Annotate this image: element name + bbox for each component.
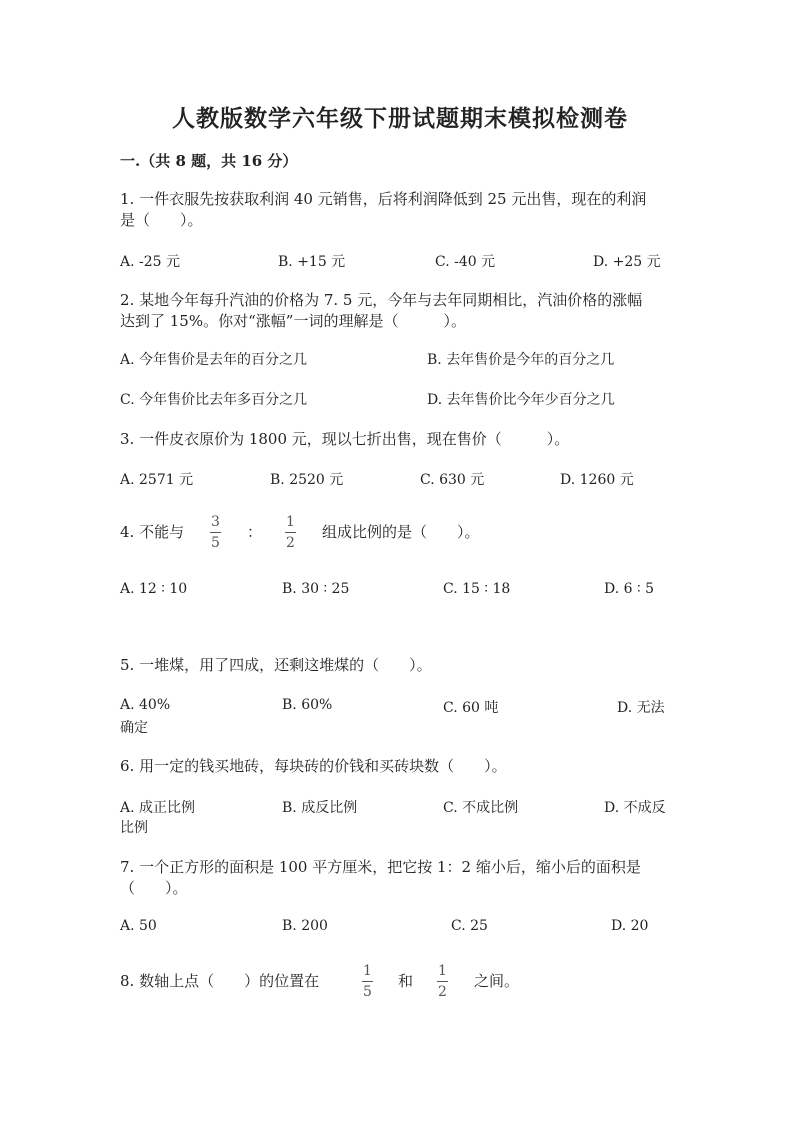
fraction-bar — [437, 981, 448, 982]
question-6-option-d-wrap: 比例 — [120, 820, 148, 836]
question-4-option-d: D. 6 ∶ 5 — [604, 581, 654, 597]
fraction-numerator: 1 — [438, 963, 447, 979]
fraction-numerator: 1 — [363, 963, 372, 979]
question-1-option-b: B. +15 元 — [278, 254, 346, 270]
question-6-option-b: B. 成反比例 — [282, 800, 358, 816]
question-5-option-b: B. 60% — [282, 697, 333, 713]
question-5-option-d-wrap: 确定 — [120, 720, 148, 736]
question-7-option-d: D. 20 — [611, 918, 649, 934]
question-4-option-b: B. 30 ∶ 25 — [282, 581, 350, 597]
question-2-line-2: 达到了 15%。你对“涨幅”一词的理解是（ ）。 — [120, 312, 466, 330]
question-1-line-1: 1. 一件衣服先按获取利润 40 元销售，后将利润降低到 25 元出售，现在的利润 — [120, 190, 647, 208]
question-4-option-a: A. 12 ∶ 10 — [120, 581, 188, 597]
question-2-option-a: A. 今年售价是去年的百分之几 — [120, 352, 308, 368]
fraction-denominator: 5 — [211, 535, 220, 551]
fraction-numerator: 3 — [211, 514, 220, 530]
question-7-option-c: C. 25 — [451, 918, 488, 934]
page-title: 人教版数学六年级下册试题期末模拟检测卷 — [172, 105, 628, 132]
question-2-line-1: 2. 某地今年每升汽油的价格为 7. 5 元，今年与去年同期相比，汽油价格的涨幅 — [120, 291, 643, 309]
question-4-suffix: 组成比例的是（ ）。 — [322, 523, 480, 541]
question-5-text: 5. 一堆煤，用了四成，还剩这堆煤的（ ）。 — [120, 656, 432, 674]
question-1-option-c: C. -40 元 — [435, 254, 496, 270]
question-3-option-d: D. 1260 元 — [560, 472, 634, 488]
question-3-option-b: B. 2520 元 — [270, 472, 344, 488]
question-8-prefix: 8. 数轴上点（ ）的位置在 — [120, 972, 320, 990]
fraction-three-fifths — [210, 514, 221, 551]
question-2-option-c: C. 今年售价比去年多百分之几 — [120, 392, 308, 408]
ratio-colon: ： — [247, 523, 263, 541]
fraction-denominator: 2 — [438, 984, 447, 1000]
question-2-option-d: D. 去年售价比今年少百分之几 — [427, 392, 615, 408]
fraction-one-half — [285, 514, 296, 551]
question-7-line-1: 7. 一个正方形的面积是 100 平方厘米，把它按 1：2 缩小后，缩小后的面积是 — [120, 858, 641, 876]
question-1-option-a: A. -25 元 — [120, 254, 181, 270]
question-7-option-b: B. 200 — [282, 918, 328, 934]
question-1-option-d: D. +25 元 — [593, 254, 661, 270]
fraction-one-half-b — [437, 963, 448, 1000]
question-6-option-d: D. 不成反 — [604, 800, 666, 816]
question-3-text: 3. 一件皮衣原价为 1800 元，现以七折出售，现在售价（ ）。 — [120, 430, 570, 448]
question-7-option-a: A. 50 — [120, 918, 157, 934]
fraction-one-fifth — [362, 963, 373, 1000]
question-8-suffix: 之间。 — [474, 972, 520, 990]
question-5-option-a: A. 40% — [120, 697, 171, 713]
question-8-and: 和 — [398, 972, 414, 990]
fraction-bar — [285, 532, 296, 533]
question-5-option-d: D. 无法 — [617, 700, 665, 716]
section-heading: 一.（共 8 题，共 16 分） — [120, 152, 298, 170]
fraction-bar — [210, 532, 221, 533]
fraction-denominator: 5 — [363, 984, 372, 1000]
question-5-option-c: C. 60 吨 — [443, 700, 499, 716]
question-3-option-c: C. 630 元 — [420, 472, 485, 488]
fraction-numerator: 1 — [286, 514, 295, 530]
question-3-option-a: A. 2571 元 — [120, 472, 194, 488]
question-2-option-b: B. 去年售价是今年的百分之几 — [427, 352, 615, 368]
question-1-line-2: 是（ ）。 — [120, 211, 203, 229]
question-6-text: 6. 用一定的钱买地砖，每块砖的价钱和买砖块数（ ）。 — [120, 757, 507, 775]
question-4-option-c: C. 15 ∶ 18 — [443, 581, 511, 597]
fraction-bar — [362, 981, 373, 982]
question-7-line-2: （ ）。 — [120, 879, 188, 897]
question-6-option-a: A. 成正比例 — [120, 800, 196, 816]
fraction-denominator: 2 — [286, 535, 295, 551]
question-4-prefix: 4. 不能与 — [120, 523, 185, 541]
question-6-option-c: C. 不成比例 — [443, 800, 519, 816]
